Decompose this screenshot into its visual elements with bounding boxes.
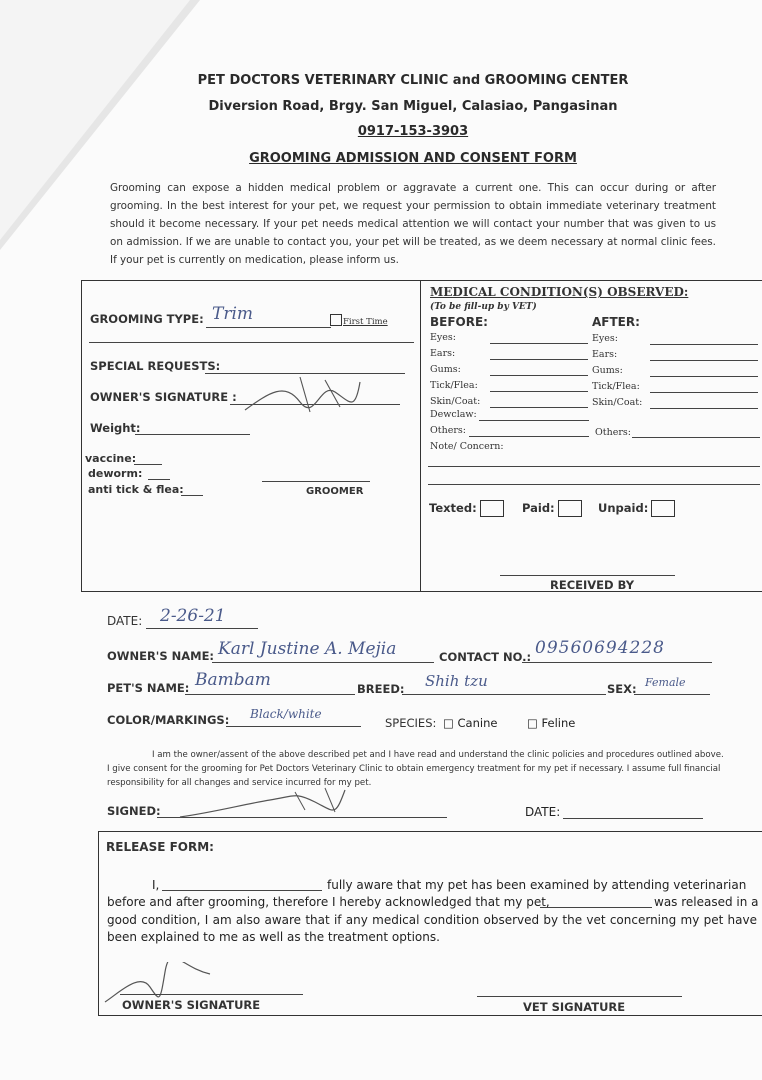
clinic-name: PET DOCTORS VETERINARY CLINIC and GROOMING CENTER [197,73,629,88]
release-pet-line[interactable] [540,907,652,908]
medical-before-line[interactable] [490,343,588,344]
received-by-label: RECEIVED BY [550,578,635,592]
medical-after-label: Ears: [592,349,618,360]
vaccine-label: vaccine: [85,452,137,465]
color-line [226,726,361,727]
received-by-line[interactable] [500,575,675,576]
paid-checkbox[interactable] [558,500,582,517]
release-owner-line[interactable] [120,994,303,995]
form-title: GROOMING ADMISSION AND CONSENT FORM [249,151,577,166]
contact-value[interactable]: 09560694228 [535,638,665,658]
pet-name-value[interactable]: Bambam [195,670,271,690]
unpaid-label: Unpaid: [598,500,675,517]
breed-line [402,694,606,695]
vaccine-line[interactable] [134,464,162,465]
medical-after-label: Tick/Flea: [592,381,640,392]
owner-name-line [212,662,434,663]
release-owner-signature: OWNER'S SIGNATURE [122,998,261,1012]
consent-line-1: I am the owner/assent of the above described pet and I have read and understand the clinic policies and procedures outlined above. [152,750,724,760]
pet-name-label: PET'S NAME: [107,681,190,695]
date-label: DATE: [107,614,143,628]
species-canine[interactable]: □ Canine [443,716,498,730]
clinic-phone: 0917-153-3903 [357,124,469,139]
date2-line[interactable] [563,818,703,819]
medical-after-line[interactable] [650,392,758,393]
medical-before-line[interactable] [490,359,588,360]
antitick-line[interactable] [181,495,203,496]
medical-title: MEDICAL CONDITION(S) OBSERVED: [430,285,689,299]
weight-line[interactable] [135,434,250,435]
contact-label: CONTACT NO.: [439,650,532,664]
medical-subtitle: (To be fill-up by VET) [430,302,537,312]
grooming-medical-box [81,280,762,592]
release-vet-line[interactable] [477,996,682,997]
contact-line [522,662,712,663]
owner-name-label: OWNER'S NAME: [107,649,215,663]
date-line [146,628,258,629]
intro-paragraph: Grooming can expose a hidden medical problem or aggravate a current one. This can occur during or after grooming. In the best interest for your pet, we request your permission to obtain immediate veterinary treatment should it become necessary. If your pet needs medical attention we will contact your number that was given to us on admission. If we are unable to contact you, your pet will be treated, as we deem necessary at normal clinic fees. If your pet is currently on medication, please inform us. [110,182,716,266]
box-divider [420,281,421,591]
species-label: SPECIES: [385,716,437,730]
grooming-type-line [206,327,331,328]
breed-value[interactable]: Shih tzu [425,672,488,690]
medical-before-label: Eyes: [430,332,456,343]
texted-label: Texted: [429,500,504,517]
release-name-line[interactable] [162,890,322,891]
medical-before-label: Skin/Coat: [430,396,481,407]
medical-after-label: Eyes: [592,333,618,344]
note-line-1[interactable] [428,466,760,467]
medical-after-line[interactable] [650,408,758,409]
sex-line [634,694,710,695]
medical-after-line[interactable] [650,360,758,361]
date2-label: DATE: [525,805,561,819]
texted-checkbox[interactable] [480,500,504,517]
after-label: AFTER: [592,315,640,329]
first-time-checkbox[interactable] [330,314,342,326]
medical-before-line[interactable] [490,391,588,392]
pet-name-line [185,694,355,695]
grooming-type-value[interactable]: Trim [212,304,254,324]
breed-label: BREED: [357,682,405,696]
release-text-d: good condition, I am also aware that if any medical condition observed by the vet concerning my pet have been explained to me as well as the treatment options. [107,913,757,944]
medical-before-label: Tick/Flea: [430,380,478,391]
before-label: BEFORE: [430,315,488,329]
dewclaw-label: Dewclaw: [430,409,477,420]
medical-before-line[interactable] [490,375,588,376]
special-requests-label: SPECIAL REQUESTS: [90,359,221,373]
owner-name-value[interactable]: Karl Justine A. Mejia [218,639,397,659]
paid-label: Paid: [522,500,582,517]
owner-signature-scribble [240,372,370,417]
clinic-address: Diversion Road, Brgy. San Miguel, Calasiao, Pangasinan [208,99,618,114]
medical-before-line[interactable] [490,407,588,408]
groomer-line[interactable] [262,481,370,482]
consent-line-2: I give consent for the grooming for Pet Doctors Veterinary Clinic to obtain emergency treatment for my pet if necessary. I assume full financial [107,764,721,774]
note-label: Note/ Concern: [430,441,504,452]
sex-label: SEX: [607,682,637,696]
antitick-label: anti tick & flea: [88,483,184,496]
medical-after-label: Skin/Coat: [592,397,643,408]
deworm-label: deworm: [88,467,143,480]
medical-after-line[interactable] [650,376,758,377]
date-value[interactable]: 2-26-21 [160,606,226,626]
consent-line-3: responsibility for all changes and service incurred for my pet. [107,778,372,788]
release-vet-signature: VET SIGNATURE [523,1000,626,1014]
medical-after-line[interactable] [650,344,758,345]
medical-before-label: Gums: [430,364,461,375]
groomer-label: GROOMER [306,486,364,497]
others-before-line[interactable] [469,436,589,437]
grooming-type-label: GROOMING TYPE: [90,312,204,326]
unpaid-checkbox[interactable] [651,500,675,517]
grooming-extra-line [89,342,414,343]
note-line-2[interactable] [428,484,760,485]
sex-value[interactable]: Female [645,676,686,689]
first-time-label: First Time [343,317,388,327]
color-value[interactable]: Black/white [250,707,322,721]
others-after-label: Others: [595,427,631,438]
others-after-line[interactable] [632,437,760,438]
deworm-line[interactable] [148,479,170,480]
dewclaw-line[interactable] [479,420,589,421]
signed-scribble [175,782,375,822]
weight-label: Weight: [90,421,141,435]
owner-signature-label: OWNER'S SIGNATURE : [90,390,237,404]
species-feline[interactable]: □ Feline [527,716,576,730]
signed-label: SIGNED: [107,804,161,818]
release-text-c: was released in a [654,895,759,909]
medical-before-label: Ears: [430,348,456,359]
color-label: COLOR/MARKINGS: [107,713,230,727]
release-text-b: before and after grooming, therefore I hereby acknowledged that my pet, [107,895,550,909]
others-before-label: Others: [430,425,466,436]
release-text-a: fully aware that my pet has been examined by attending veterinarian [327,878,747,892]
release-title: RELEASE FORM: [106,840,214,854]
medical-after-label: Gums: [592,365,623,376]
release-i: I, [152,878,160,892]
